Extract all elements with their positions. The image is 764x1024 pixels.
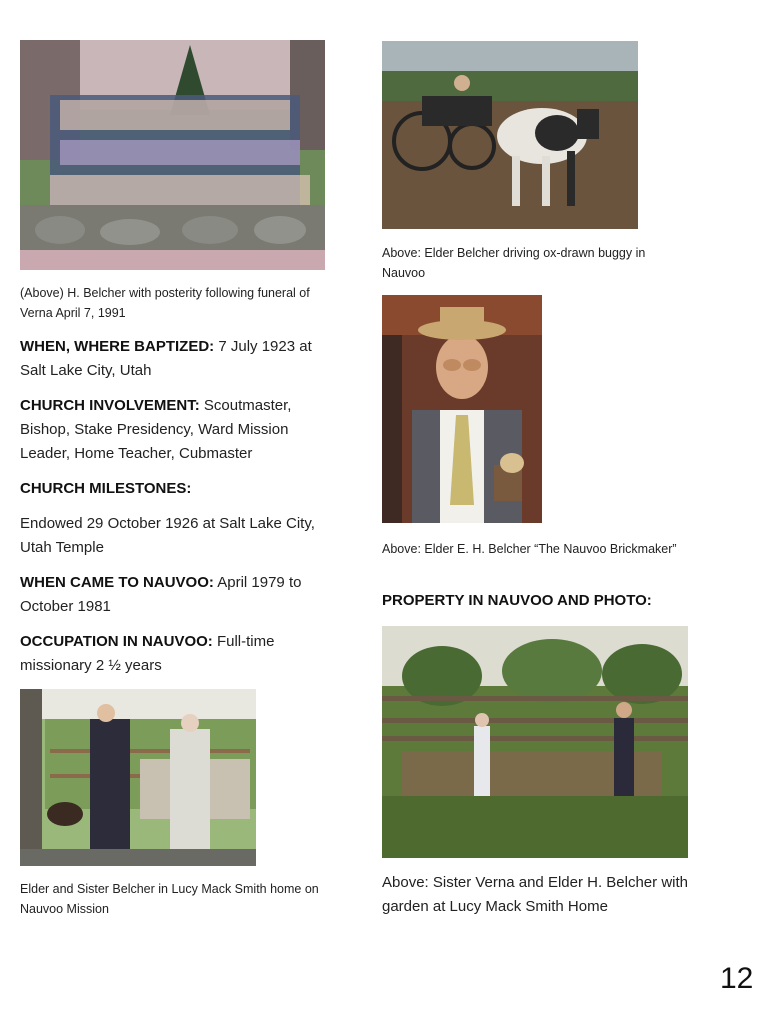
garden-caption: Above: Sister Verna and Elder H. Belcher with garden at Lucy Mack Smith Home	[382, 874, 688, 915]
page-number: 12	[720, 962, 754, 995]
brickmaker-photo	[382, 295, 542, 523]
came-label: WHEN CAME TO NAUVOO:	[20, 574, 214, 591]
baptized-fact	[20, 335, 335, 383]
occupation-fact	[20, 630, 320, 678]
lucy-home-photo	[20, 689, 256, 866]
came-value: April 1979 to October 1981	[20, 574, 302, 615]
garden-photo	[382, 626, 688, 858]
milestones-value: Endowed 29 October 1926 at Salt Lake City, Utah Temple	[20, 515, 315, 556]
lucy-home-caption: Elder and Sister Belcher in Lucy Mack Smith home on Nauvoo Mission	[20, 882, 319, 916]
property-heading: PROPERTY IN NAUVOO AND PHOTO:	[382, 592, 652, 609]
involvement-fact	[20, 394, 335, 466]
involvement-value: Scoutmaster, Bishop, Stake Presidency, Ward Mission Leader, Home Teacher, Cubmaster	[20, 397, 292, 462]
occupation-label: OCCUPATION IN NAUVOO:	[20, 633, 213, 650]
baptized-label: WHEN, WHERE BAPTIZED:	[20, 338, 215, 355]
came-to-nauvoo-fact	[20, 571, 335, 619]
involvement-label: CHURCH INVOLVEMENT:	[20, 397, 200, 414]
ox-buggy-photo	[382, 41, 638, 229]
occupation-value: Full-time missionary 2 ½ years	[20, 633, 275, 674]
baptized-value: 7 July 1923 at Salt Lake City, Utah	[20, 338, 312, 379]
family-photo-caption: (Above) H. Belcher with posterity following funeral of Verna April 7, 1991	[20, 286, 310, 320]
ox-buggy-caption: Above: Elder Belcher driving ox-drawn buggy in Nauvoo	[382, 246, 646, 280]
brickmaker-caption: Above: Elder E. H. Belcher “The Nauvoo Brickmaker”	[382, 542, 677, 556]
milestones-heading: CHURCH MILESTONES:	[20, 480, 192, 497]
family-group-photo	[20, 40, 325, 270]
